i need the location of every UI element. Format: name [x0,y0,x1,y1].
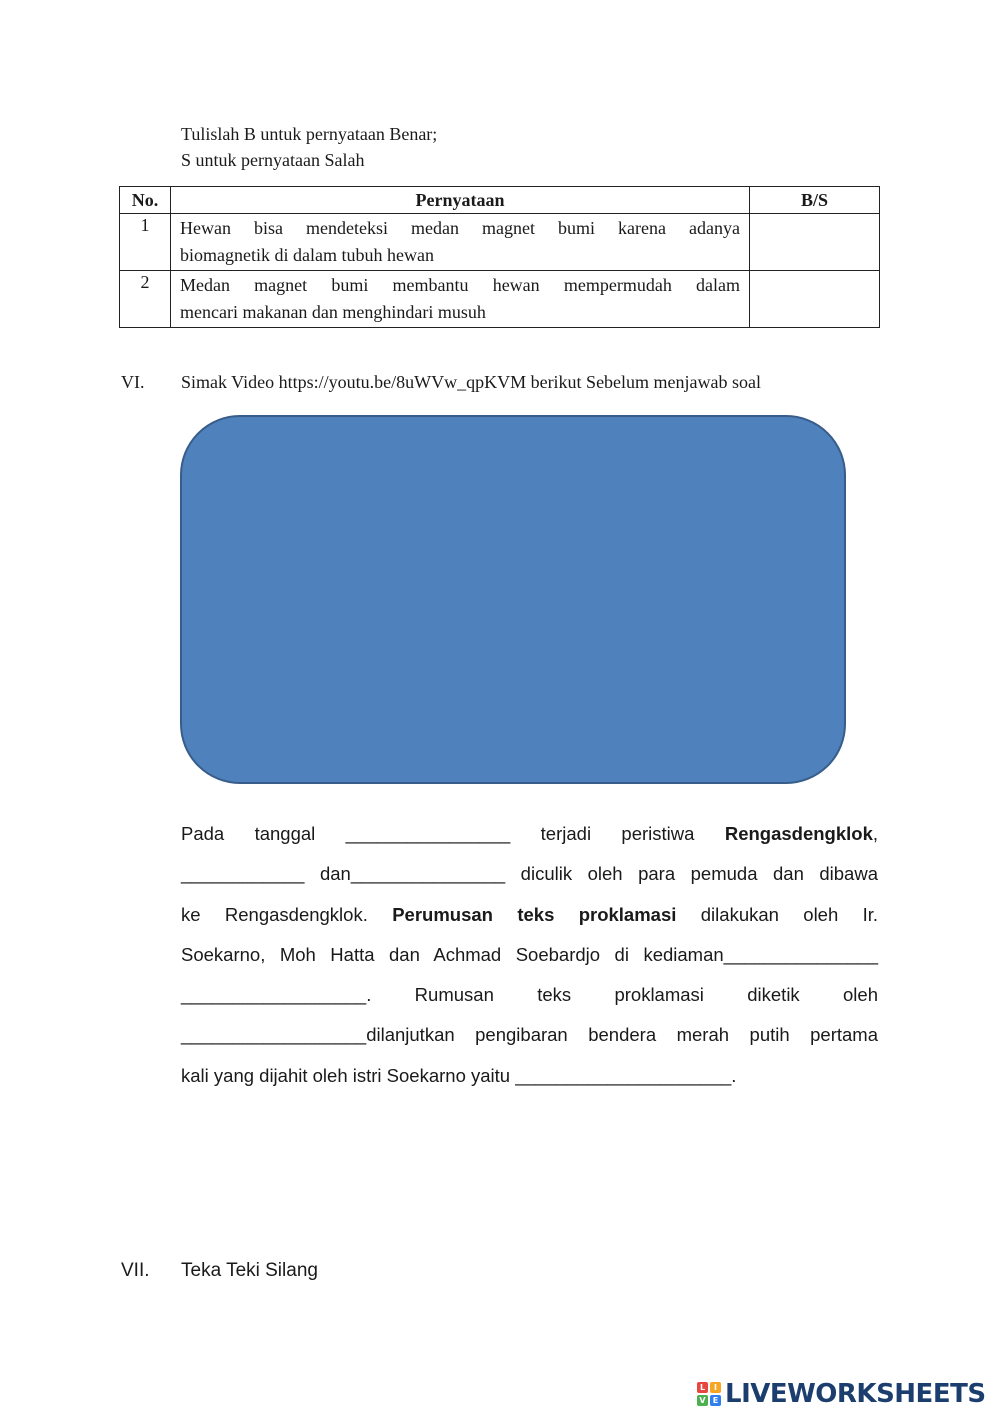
row-statement [171,214,750,271]
table-row [120,271,880,328]
logo-tile: L [697,1382,708,1393]
bold-term: Perumusan teks proklamasi [392,903,677,925]
liveworksheets-logo-icon [697,1382,721,1406]
paragraph-line: kali yang dijahit oleh istri Soekarno yaitu _____________________. [181,1064,737,1086]
section-number: VI. [121,372,145,392]
table-header-row [120,187,880,214]
section-number: VII. [121,1260,150,1281]
instructions [181,121,437,173]
answer-cell[interactable] [750,214,880,271]
row-statement [171,271,750,328]
liveworksheets-brand [697,1378,986,1410]
brand-name: LIVEWORKSHEETS [725,1379,986,1409]
statement-line: Hewan bisa mendeteksi medan magnet bumi karena adanya [180,218,740,238]
logo-tile: V [697,1395,708,1406]
header-no: No. [120,187,171,214]
row-number: 2 [120,271,171,328]
logo-tile: E [710,1395,721,1406]
answer-cell[interactable] [750,271,880,328]
statement-line: Medan magnet bumi membantu hewan mempermudah dalam [180,275,740,295]
true-false-table [119,186,880,328]
paragraph-line: ke Rengasdengklok. Perumusan teks proklamasi dilakukan oleh Ir. [181,903,879,925]
bold-term: Rengasdengklok [724,823,873,844]
table-row [120,214,880,271]
statement-line: biomagnetik di dalam tubuh hewan [180,245,434,265]
section-title: Teka Teki Silang [181,1260,318,1281]
video-placeholder[interactable] [180,415,846,784]
logo-tile: I [710,1382,721,1393]
paragraph-line: ____________ dan_______________ diculik oleh para pemuda dan dibawa [181,863,878,885]
header-statement: Pernyataan [171,187,750,214]
instruction-line-1: Tulislah B untuk pernyataan Benar; [181,124,438,144]
paragraph-line: __________________. Rumusan teks proklamasi diketik oleh [181,984,878,1006]
paragraph-line: Pada tanggal ________________ terjadi peristiwa Rengasdengklok, [181,823,879,844]
row-number: 1 [120,214,171,271]
paragraph-line: Soekarno, Moh Hatta dan Achmad Soebardjo di kediaman_______________ [181,943,878,965]
instruction-line-2: S untuk pernyataan Salah [181,150,365,170]
paragraph-line: __________________dilanjutkan pengibaran bendera merah putih pertama [181,1024,878,1046]
fill-in-paragraph [181,814,878,1096]
header-answer: B/S [750,187,880,214]
section-instruction: Simak Video https://youtu.be/8uWVw_qpKVM berikut Sebelum menjawab soal [181,372,762,392]
statement-line: mencari makanan dan menghindari musuh [180,302,486,322]
